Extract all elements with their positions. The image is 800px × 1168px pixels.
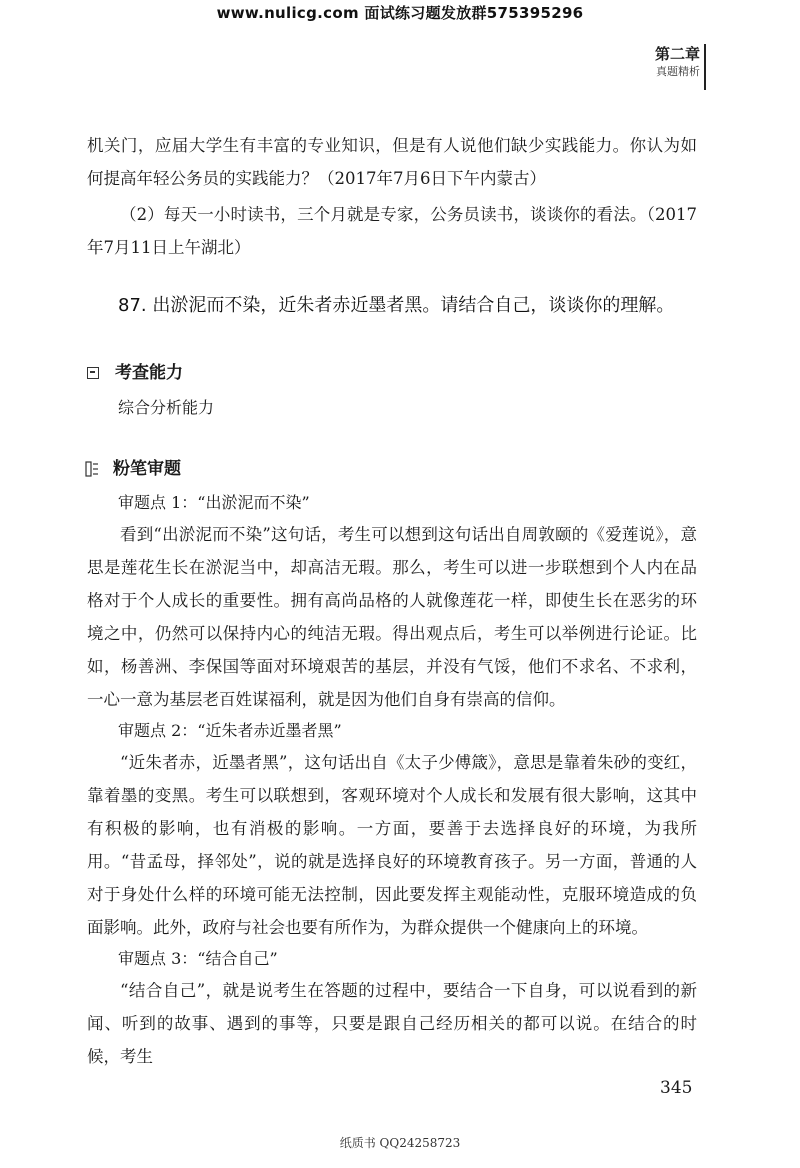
analysis-point-1-label: 审题点 1：“出淤泥而不染”: [118, 493, 310, 512]
footer-watermark: 纸质书 QQ24258723: [339, 1136, 461, 1150]
chapter-subtitle: 真题精析: [656, 65, 700, 78]
section-marker-icon: [87, 367, 99, 379]
chapter-title: 第二章: [654, 45, 700, 63]
analysis-point-2-label: 审题点 2：“近朱者赤近墨者黑”: [118, 721, 342, 740]
ability-content: 综合分析能力: [118, 398, 215, 417]
analysis-point-1-text: 看到“出淤泥而不染”这句话，考生可以想到这句话出自周敦颐的《爱莲说》，意思是莲花生长在淤泥当中，却高洁无瑕。那么，考生可以进一步联想到个人内在品格对于个人成长的重要性。拥有高尚品格的人就像莲花一样，即使生长在恶劣的环境之中，仍然可以保持内心的纯洁无瑕。得出观点后，考生可以举例进行论证。比如，杨善洲、李保国等面对环境艰苦的基层，并没有气馁，他们不求名、不求利，一心一意为基层老百姓谋福利，就是因为他们自身有崇高的信仰。: [87, 525, 697, 709]
chapter-divider: [704, 44, 706, 90]
top-banner: www.nulicg.com 面试练习题发放群575395296: [216, 4, 584, 22]
chapter-header: [655, 44, 700, 80]
analysis-point-2-text: “近朱者赤，近墨者黑”，这句话出自《太子少傅箴》，意思是靠着朱砂的变红，靠着墨的变黑。考生可以联想到，客观环境对个人成长和发展有很大影响，这其中有积极的影响，也有消极的影响。一方面，要善于去选择良好的环境，为我所用。“昔孟母，择邻处”，说的就是选择良好的环境教育孩子。另一方面，普通的人对于身处什么样的环境可能无法控制，因此要发挥主观能动性，克服环境造成的负面影响。此外，政府与社会也要有所作为，为群众提供一个健康向上的环境。: [87, 753, 697, 937]
pen-icon: [85, 460, 99, 478]
intro-paragraph-1: 机关门，应届大学生有丰富的专业知识，但是有人说他们缺少实践能力。你认为如何提高年轻公务员的实践能力？（2017年7月6日下午内蒙古）: [87, 136, 697, 188]
page-number: 345: [660, 1078, 693, 1098]
analysis-heading: 粉笔审题: [113, 459, 181, 479]
analysis-heading-row: [85, 456, 181, 482]
analysis-point-3-label: 审题点 3：“结合自己”: [118, 949, 278, 968]
ability-heading-row: [87, 360, 183, 386]
analysis-point-3-text: “结合自己”，就是说考生在答题的过程中，要结合一下自身，可以说看到的新闻、听到的故事、遇到的事等，只要是跟自己经历相关的都可以说。在结合的时候，考生: [87, 981, 697, 1066]
intro-paragraph-2: （2）每天一小时读书，三个月就是专家，公务员读书，谈谈你的看法。（2017年7月11日上午湖北）: [87, 205, 697, 257]
ability-heading: 考查能力: [115, 363, 183, 383]
question-title: 87. 出淤泥而不染，近朱者赤近墨者黑。请结合自己，谈谈你的理解。: [118, 295, 675, 316]
